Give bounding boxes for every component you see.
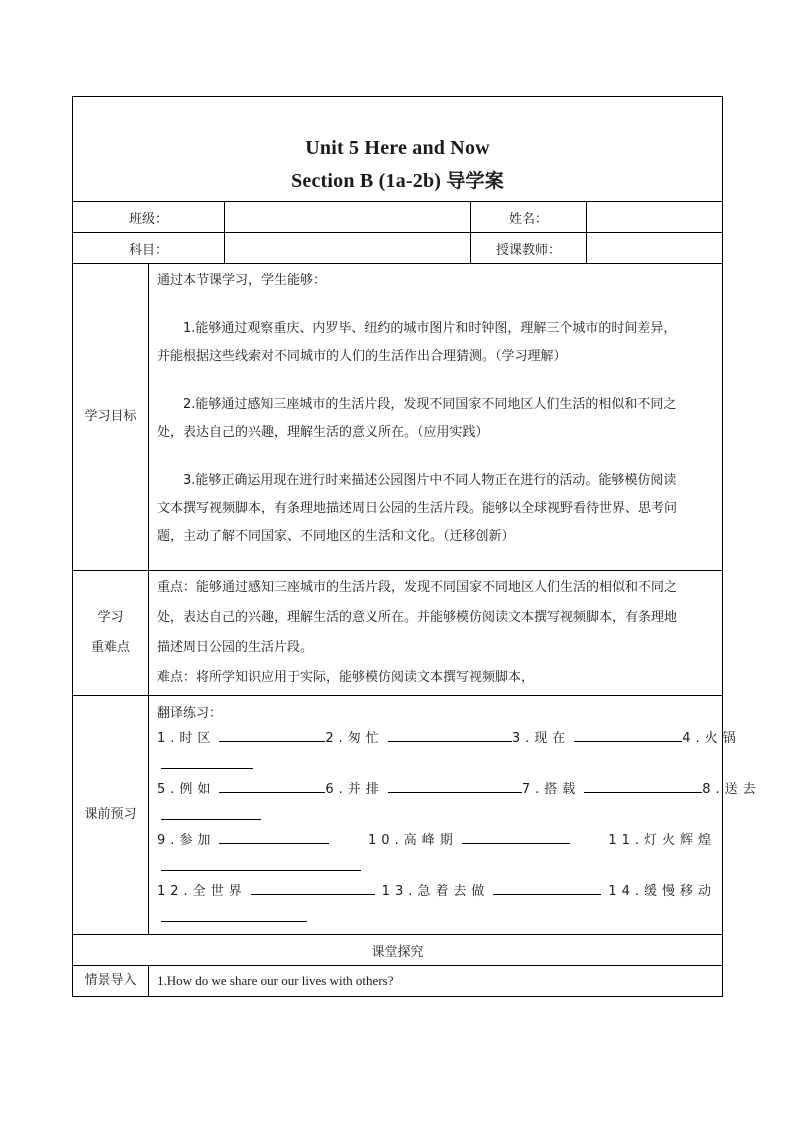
answer-blank-10[interactable] [462, 829, 570, 844]
worksheet-table [72, 96, 761, 997]
preview-item-14: 14.缓慢移动 [608, 884, 717, 899]
preview-item-1: 1.时区 [157, 731, 216, 746]
preview-row-1 [157, 726, 741, 751]
key-point-line-1: 重点：能够通过感知三座城市的生活片段，发现不同国家不同地区人们生活的相似和不同之 [157, 580, 678, 595]
goal-2-line-1: 2.能够通过感知三座城市的生活片段，发现不同国家不同地区人们生活的相似和不同之 [183, 397, 677, 412]
key-point-line-3: 描述周日公园的生活片段。 [157, 640, 314, 655]
preview-item-6: 6.并排 [325, 782, 384, 797]
scene-intro-question: 1.How do we share our our lives with others? [149, 966, 723, 997]
class-label: 班级： [73, 202, 225, 233]
preview-item-10: 10.高峰期 [368, 833, 458, 848]
answer-blank-14[interactable] [161, 907, 307, 922]
key-points-label-1: 学习 [97, 610, 124, 625]
answer-blank-4[interactable] [161, 754, 253, 769]
answer-blank-1[interactable] [219, 727, 325, 742]
key-points-label-2: 重难点 [90, 640, 130, 655]
answer-blank-5[interactable] [219, 778, 325, 793]
goal-3-line-3: 题，主动了解不同国家、不同地区的生活和文化。（迁移创新） [157, 529, 515, 544]
preview-item-11: 11.灯火辉煌 [608, 833, 717, 848]
title-unit: Unit 5 Here and Now [305, 137, 490, 159]
preview-label: 课前预习 [73, 696, 149, 935]
preview-item-2: 2.匆忙 [325, 731, 384, 746]
preview-heading: 翻译练习： [157, 706, 223, 721]
preview-item-3: 3.现在 [511, 731, 571, 746]
preview-item-4: 4.火锅 [682, 731, 741, 746]
goals-intro: 通过本节课学习，学生能够： [157, 273, 327, 288]
preview-row-3 [157, 828, 716, 853]
subject-label: 科目： [73, 233, 225, 264]
goal-3-line-2: 文本撰写视频脚本，有条理地描述周日公园的生活片段。能够以全球视野看待世界、思考问 [157, 501, 678, 516]
answer-blank-8[interactable] [161, 805, 261, 820]
preview-item-7: 7.搭载 [521, 782, 581, 797]
key-point-line-2: 处，表达自己的兴趣，理解生活的意义所在。并能够模仿阅读文本撰写视频脚本，有条理地 [157, 610, 678, 625]
preview-item-8: 8.送去 [702, 782, 761, 797]
answer-blank-3[interactable] [574, 727, 682, 742]
preview-item-13: 13.急着去做 [381, 884, 490, 899]
goal-1-line-1: 1.能够通过观察重庆、内罗毕、纽约的城市图片和时钟图，理解三个城市的时间差异， [183, 321, 677, 336]
key-point-line-4: 难点：将所学知识应用于实际，能够模仿阅读文本撰写视频脚本， [157, 670, 535, 685]
preview-item-5: 5.例如 [157, 782, 216, 797]
title-section-en: Section B (1a-2b) [291, 170, 442, 192]
worksheet [72, 96, 761, 997]
preview-item-9: 9.参加 [157, 833, 216, 848]
answer-blank-7[interactable] [584, 778, 702, 793]
goals-content [149, 264, 723, 571]
class-field[interactable] [225, 202, 471, 233]
goals-label: 学习目标 [73, 264, 149, 571]
teacher-field[interactable] [587, 233, 723, 264]
goal-2-line-2: 处，表达自己的兴趣，理解生活的意义所在。（应用实践） [157, 425, 489, 440]
goal-3-line-1: 3.能够正确运用现在进行时来描述公园图片中不同人物正在进行的活动。能够模仿阅读 [183, 473, 677, 488]
preview-row-2 [157, 777, 761, 802]
name-field[interactable] [587, 202, 723, 233]
preview-content [149, 696, 761, 935]
key-points-label [73, 571, 149, 696]
answer-blank-11[interactable] [161, 856, 361, 871]
preview-item-12: 12.全世界 [157, 884, 247, 899]
title-section [73, 166, 722, 193]
name-label: 姓名： [471, 202, 587, 233]
teacher-label: 授课教师： [471, 233, 587, 264]
key-points-content [149, 571, 723, 696]
title-cell [73, 97, 723, 202]
answer-blank-2[interactable] [388, 727, 512, 742]
answer-blank-9[interactable] [219, 829, 329, 844]
answer-blank-12[interactable] [251, 880, 375, 895]
goal-1-line-2: 并能根据这些线索对不同城市的人们的生活作出合理猜测。（学习理解） [157, 349, 567, 364]
scene-intro-label: 情景导入 [73, 966, 149, 997]
answer-blank-13[interactable] [493, 880, 601, 895]
answer-blank-6[interactable] [388, 778, 522, 793]
class-exploration-heading: 课堂探究 [73, 935, 723, 966]
title-section-cn: 导学案 [446, 170, 504, 192]
preview-row-4 [157, 879, 716, 904]
subject-field[interactable] [225, 233, 471, 264]
